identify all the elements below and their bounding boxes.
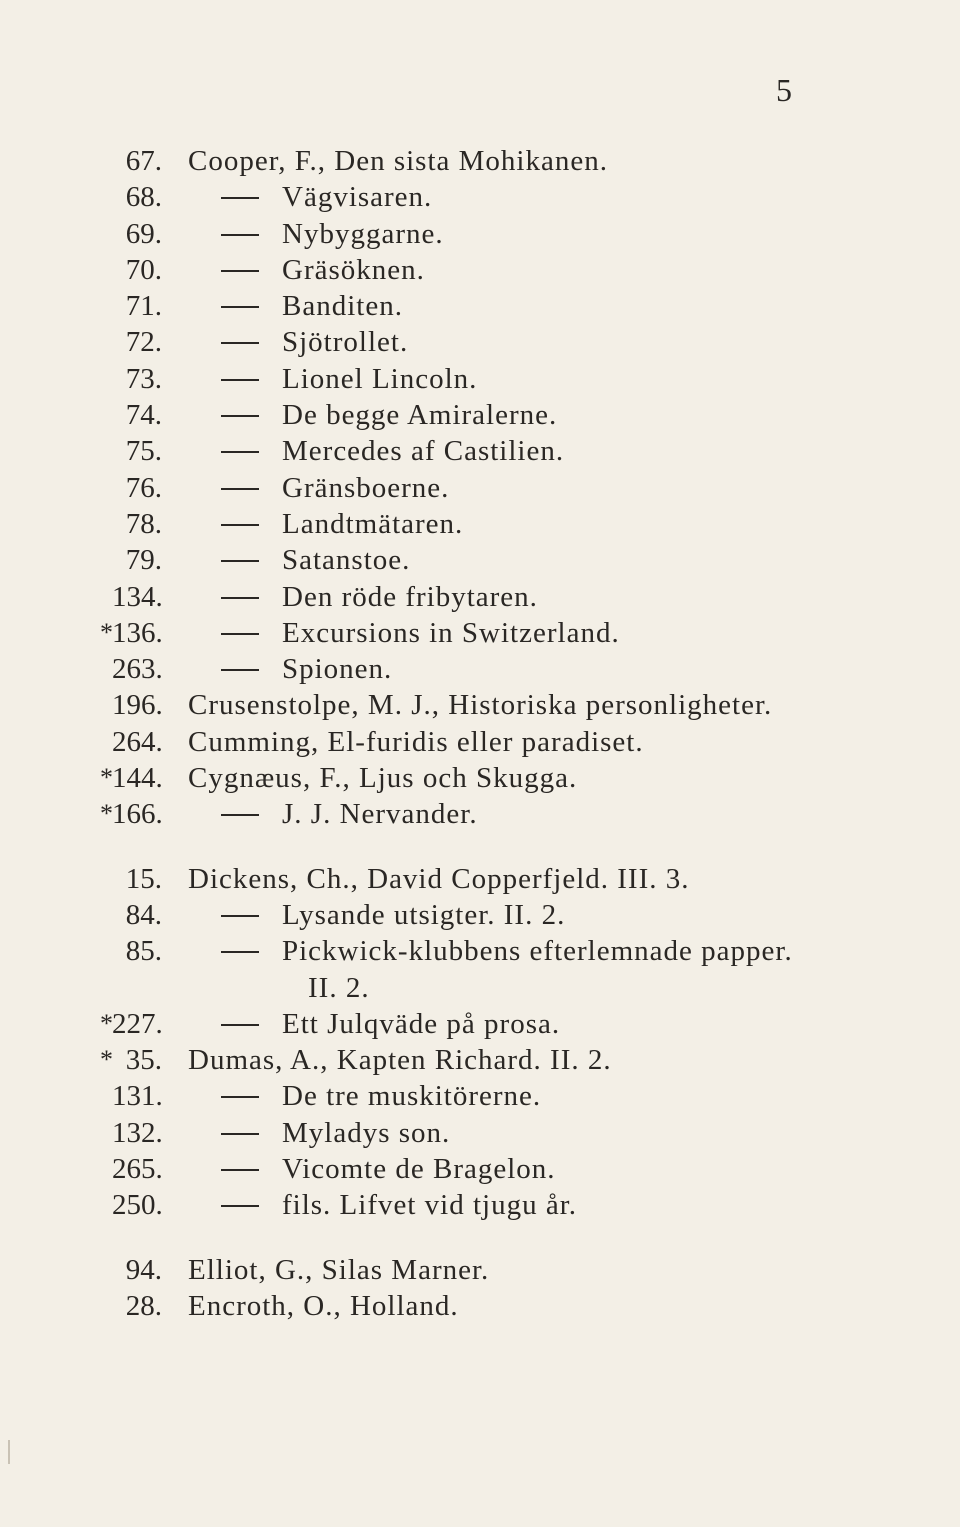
- catalog-entry: [0, 252, 960, 288]
- entry-title: Spionen.: [282, 653, 393, 686]
- catalog-entry: [0, 1042, 960, 1078]
- entry-star-mark: *: [100, 799, 113, 829]
- entry-number: 28.: [125, 1289, 162, 1322]
- entry-title: Nybyggarne.: [282, 217, 444, 250]
- catalog-entry: [0, 897, 960, 933]
- entry-number: 265.: [112, 1153, 163, 1186]
- entry-title: J. J. Nervander.: [282, 798, 478, 831]
- entry-number: 263.: [112, 653, 163, 686]
- entry-number: 85.: [125, 935, 162, 968]
- ditto-dash: [221, 197, 259, 199]
- ditto-dash: [221, 270, 259, 272]
- ditto-dash: [221, 560, 259, 562]
- entry-title: Gräsöknen.: [282, 253, 425, 286]
- catalog-entry: [0, 1078, 960, 1114]
- catalog-entry: [0, 615, 960, 651]
- entry-title: Pickwick-klubbens efterlemnade papper.: [282, 935, 793, 968]
- ditto-dash: [221, 1133, 259, 1135]
- entry-title: Cygnæus, F., Ljus och Skugga.: [188, 762, 578, 795]
- entry-number: 250.: [112, 1189, 163, 1222]
- catalog-entry: [0, 324, 960, 360]
- entry-title: Excursions in Switzerland.: [282, 616, 620, 649]
- catalog-entry: [0, 1252, 960, 1288]
- ditto-dash: [221, 633, 259, 635]
- entry-star-mark: *: [100, 617, 113, 647]
- entry-title: Gränsboerne.: [282, 471, 450, 504]
- ditto-dash: [221, 951, 259, 953]
- catalog-entry: [0, 288, 960, 324]
- entry-title: Vägvisaren.: [282, 181, 433, 214]
- entry-number: 94.: [125, 1253, 162, 1286]
- catalog-entry: [0, 506, 960, 542]
- entry-number: 70.: [125, 253, 162, 286]
- catalog-entry: [0, 361, 960, 397]
- entry-title: Sjötrollet.: [282, 326, 409, 359]
- entry-number: 84.: [125, 898, 162, 931]
- ditto-dash: [221, 488, 259, 490]
- catalog-entry: [0, 760, 960, 796]
- entry-number: 132.: [112, 1116, 163, 1149]
- ditto-dash: [221, 415, 259, 417]
- entry-number: 35.: [125, 1044, 162, 1077]
- entry-star-mark: *: [100, 1008, 113, 1038]
- ditto-dash: [221, 524, 259, 526]
- entry-number: 74.: [125, 399, 162, 432]
- catalog-entry: [0, 1187, 960, 1223]
- catalog-entry: [0, 433, 960, 469]
- catalog-entry: [0, 397, 960, 433]
- ditto-dash: [221, 451, 259, 453]
- catalog-entry: [0, 970, 960, 1006]
- entry-title: Vicomte de Bragelon.: [282, 1153, 556, 1186]
- entry-number: 73.: [125, 362, 162, 395]
- catalog-entry: [0, 470, 960, 506]
- ditto-dash: [221, 379, 259, 381]
- entry-title: Mercedes af Castilien.: [282, 435, 565, 468]
- entry-title: Ett Julqväde på prosa.: [282, 1007, 561, 1040]
- ditto-dash: [221, 1096, 259, 1098]
- catalog-entry: [0, 542, 960, 578]
- ditto-dash: [221, 306, 259, 308]
- entry-title: Dickens, Ch., David Copperfjeld. III. 3.: [188, 862, 690, 895]
- margin-mark: [8, 1440, 10, 1464]
- catalog-entry: [0, 1115, 960, 1151]
- ditto-dash: [221, 669, 259, 671]
- entry-title: fils. Lifvet vid tjugu år.: [282, 1189, 578, 1222]
- entry-number: 264.: [112, 725, 163, 758]
- entry-number: 67.: [125, 145, 162, 177]
- ditto-dash: [221, 915, 259, 917]
- entry-title: Lionel Lincoln.: [282, 362, 478, 395]
- catalog-entry: [0, 179, 960, 215]
- entry-star-mark: *: [100, 1045, 113, 1075]
- ditto-dash: [221, 1169, 259, 1171]
- entry-number: 136.: [112, 616, 163, 649]
- entry-title: Elliot, G., Silas Marner.: [188, 1253, 490, 1286]
- entry-number: 134.: [112, 580, 163, 613]
- entry-title: Satanstoe.: [282, 544, 411, 577]
- entry-number: 69.: [125, 217, 162, 250]
- catalog-entry: [0, 1006, 960, 1042]
- catalog-entry: [0, 216, 960, 252]
- ditto-dash: [221, 597, 259, 599]
- entry-number: 196.: [112, 689, 163, 722]
- catalog-entry: [0, 579, 960, 615]
- entry-title: De begge Amiralerne.: [282, 399, 558, 432]
- entry-title: Den röde fribytaren.: [282, 580, 538, 613]
- entry-number: 227.: [112, 1007, 163, 1040]
- ditto-dash: [221, 1024, 259, 1026]
- catalog-entry: [0, 1151, 960, 1187]
- ditto-dash: [221, 1205, 259, 1207]
- catalog-entry: [0, 687, 960, 723]
- entry-number: 166.: [112, 798, 163, 831]
- catalog-entry: [0, 724, 960, 760]
- entry-star-mark: *: [100, 763, 113, 793]
- entry-title: Crusenstolpe, M. J., Historiska personligheter.: [188, 689, 773, 722]
- entry-number: 72.: [125, 326, 162, 359]
- entry-number: 76.: [125, 471, 162, 504]
- entry-number: 15.: [125, 862, 162, 895]
- catalog-entry: [0, 1288, 960, 1324]
- page-number: 5: [776, 72, 792, 108]
- catalog-entry: [0, 861, 960, 897]
- entry-title: Cooper, F., Den sista Mohikanen.: [188, 145, 608, 177]
- entry-title: Banditen.: [282, 290, 403, 323]
- entry-number: 71.: [125, 290, 162, 323]
- ditto-dash: [221, 342, 259, 344]
- ditto-dash: [221, 234, 259, 236]
- entry-title: II. 2.: [308, 971, 370, 1004]
- entry-number: 131.: [112, 1080, 163, 1113]
- catalog-entry: [0, 796, 960, 832]
- entry-title: Dumas, A., Kapten Richard. II. 2.: [188, 1044, 612, 1077]
- entry-title: De tre muskitörerne.: [282, 1080, 542, 1113]
- entry-title: Myladys son.: [282, 1116, 451, 1149]
- entry-number: 79.: [125, 544, 162, 577]
- catalog-entry: [0, 651, 960, 687]
- entry-number: 78.: [125, 507, 162, 540]
- entry-title: Landtmätaren.: [282, 507, 464, 540]
- catalog-entry: [0, 933, 960, 969]
- entry-number: 75.: [125, 435, 162, 468]
- entry-title: Lysande utsigter. II. 2.: [282, 898, 566, 931]
- entry-number: 144.: [112, 762, 163, 795]
- entry-number: 68.: [125, 181, 162, 214]
- catalog-entry: [0, 143, 960, 179]
- catalog-list: [0, 143, 960, 1324]
- entry-title: Encroth, O., Holland.: [188, 1289, 459, 1322]
- entry-title: Cumming, El-furidis eller paradiset.: [188, 725, 644, 758]
- ditto-dash: [221, 814, 259, 816]
